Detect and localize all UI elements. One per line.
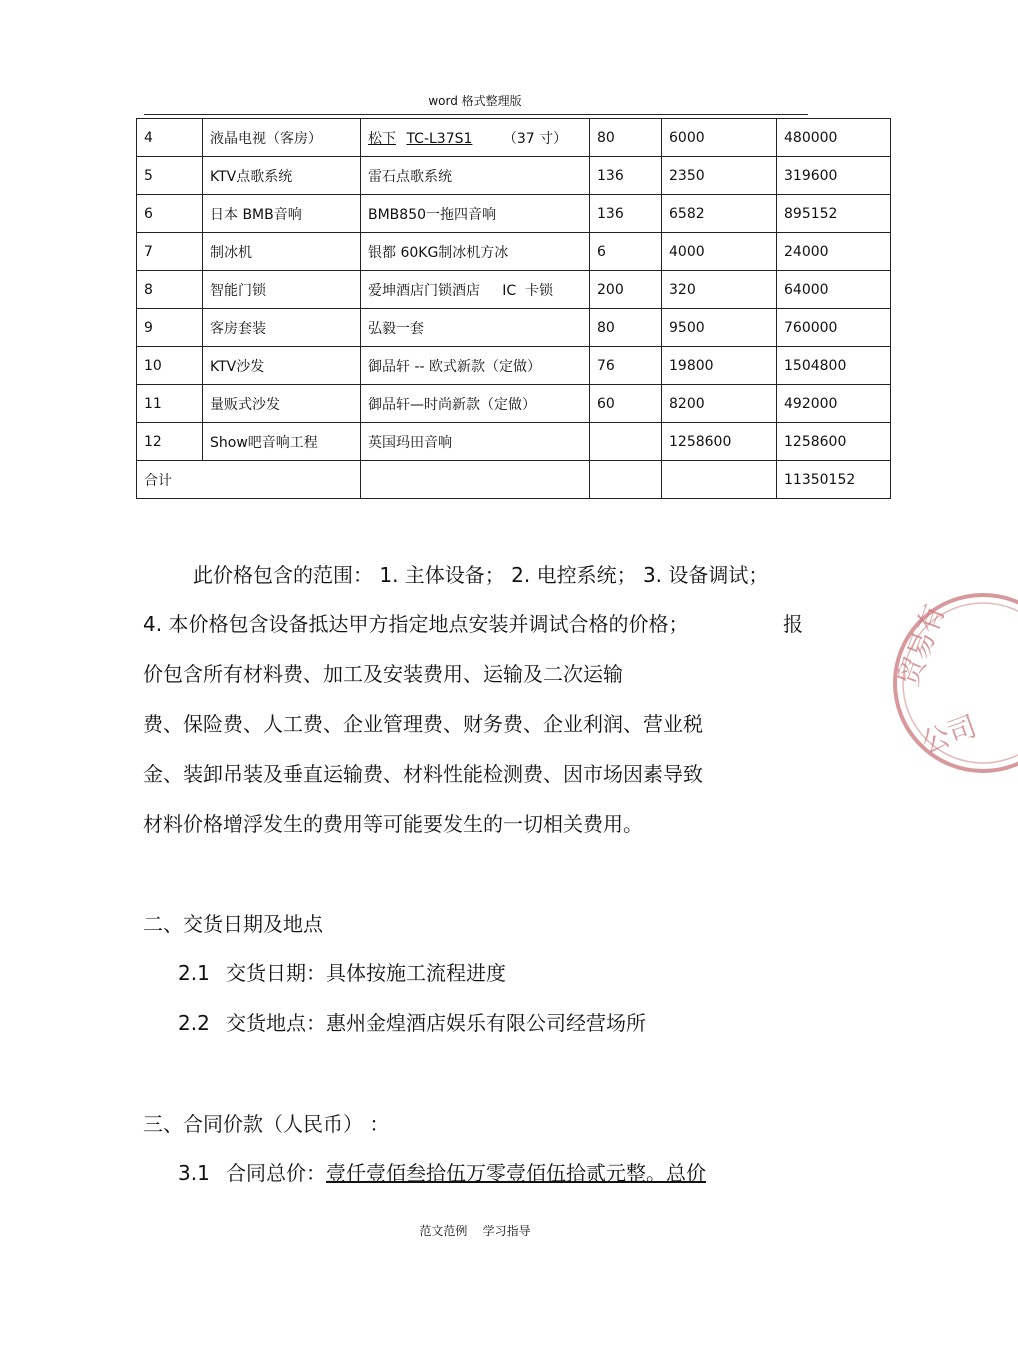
cell-no: 11 [137,385,203,423]
cell-spec: 银都 60KG制冰机方冰 [361,233,590,271]
table-row [137,347,891,385]
cell-no: 5 [137,157,203,195]
cell-price: 6582 [662,195,777,233]
cell-price: 19800 [662,347,777,385]
subsection-text: 交货地点：惠州金煌酒店娱乐有限公司经营场所 [226,1011,646,1035]
scope-line-2: 4. 本价格包含设备抵达甲方指定地点安装并调试合格的价格； [143,612,689,636]
cell-name: KTV沙发 [203,347,361,385]
subsection-text: 交货日期：具体按施工流程进度 [226,961,506,985]
cell-no: 10 [137,347,203,385]
scope-line-2-tail: 报 [783,612,803,636]
cell-name: 制冰机 [203,233,361,271]
cell-price [662,461,777,499]
cell-spec: 雷石点歌系统 [361,157,590,195]
cell-spec: 御品轩 -- 欧式新款（定做） [361,347,590,385]
table-row [137,271,891,309]
cell-total: 1504800 [777,347,891,385]
svg-text:贸易有: 贸易有 [891,600,952,691]
contract-total-amount: 壹仟壹佰叁拾伍万零壹佰伍拾贰元整。总价 [326,1161,706,1185]
cell-spec: BMB850一拖四音响 [361,195,590,233]
cell-price: 2350 [662,157,777,195]
subsection-number: 2.2 [178,1011,210,1035]
price-table [136,118,891,499]
cell-price: 6000 [662,119,777,157]
company-seal [888,588,1018,778]
table-total-row [137,461,891,499]
cell-total: 1258600 [777,423,891,461]
cell-spec: 爱坤酒店门锁酒店 IC 卡锁 [361,271,590,309]
page-footer: 范文范例 学习指导 [419,1224,531,1238]
subsection-label: 合同总价： [226,1161,326,1185]
cell-no: 4 [137,119,203,157]
cell-qty: 136 [590,195,662,233]
subsection-number: 2.1 [178,961,210,985]
cell-spec [361,461,590,499]
cell-total: 319600 [777,157,891,195]
scope-line-1: 此价格包含的范围： 1. 主体设备； 2. 电控系统； 3. 设备调试； [193,563,769,587]
cell-model: TC-L37S1 [406,130,473,147]
cell-spec [361,119,590,157]
cell-qty: 80 [590,309,662,347]
scope-line-3: 价包含所有材料费、加工及安装费用、运输及二次运输 [143,662,623,686]
table-row [137,309,891,347]
cell-name: 日本 BMB音响 [203,195,361,233]
cell-brand: 松下 [368,130,396,147]
cell-size: （37 寸） [502,130,568,147]
table-row [137,157,891,195]
cell-name: 客房套装 [203,309,361,347]
cell-qty: 6 [590,233,662,271]
section-2-title: 二、交货日期及地点 [143,912,323,936]
cell-no: 7 [137,233,203,271]
cell-no: 6 [137,195,203,233]
cell-qty: 60 [590,385,662,423]
cell-name: 量贩式沙发 [203,385,361,423]
cell-qty: 136 [590,157,662,195]
cell-total: 480000 [777,119,891,157]
total-value: 11350152 [777,461,891,499]
cell-total: 64000 [777,271,891,309]
scope-line-6: 材料价格增浮发生的费用等可能要发生的一切相关费用。 [143,812,643,836]
cell-price: 8200 [662,385,777,423]
cell-no: 12 [137,423,203,461]
cell-name: 智能门锁 [203,271,361,309]
cell-total: 895152 [777,195,891,233]
cell-qty [590,461,662,499]
cell-total: 24000 [777,233,891,271]
page-header: word 格式整理版 [428,94,522,108]
subsection-2-1 [178,961,506,985]
scope-line-4: 费、保险费、人工费、企业管理费、财务费、企业利润、营业税 [143,712,703,736]
cell-price: 4000 [662,233,777,271]
cell-spec: 御品轩—时尚新款（定做） [361,385,590,423]
cell-no: 9 [137,309,203,347]
cell-no: 8 [137,271,203,309]
cell-name: KTV点歌系统 [203,157,361,195]
cell-spec: 弘毅一套 [361,309,590,347]
table-row [137,195,891,233]
cell-spec: 英国玛田音响 [361,423,590,461]
table-row [137,233,891,271]
cell-name: 液晶电视（客房） [203,119,361,157]
total-label: 合计 [137,461,361,499]
scope-line-5: 金、装卸吊装及垂直运输费、材料性能检测费、因市场因素导致 [143,762,703,786]
cell-qty: 76 [590,347,662,385]
subsection-3-1 [178,1161,706,1185]
section-3-title: 三、合同价款（人民币） ： [143,1112,390,1136]
table-row [137,423,891,461]
cell-qty: 200 [590,271,662,309]
cell-total: 492000 [777,385,891,423]
cell-name: Show吧音响工程 [203,423,361,461]
svg-text:公司: 公司 [917,709,982,760]
cell-price: 9500 [662,309,777,347]
header-divider [144,114,808,115]
cell-total: 760000 [777,309,891,347]
subsection-number: 3.1 [178,1161,210,1185]
subsection-2-2 [178,1011,646,1035]
cell-qty: 80 [590,119,662,157]
cell-qty [590,423,662,461]
cell-price: 320 [662,271,777,309]
table-row [137,119,891,157]
table-row [137,385,891,423]
cell-price: 1258600 [662,423,777,461]
